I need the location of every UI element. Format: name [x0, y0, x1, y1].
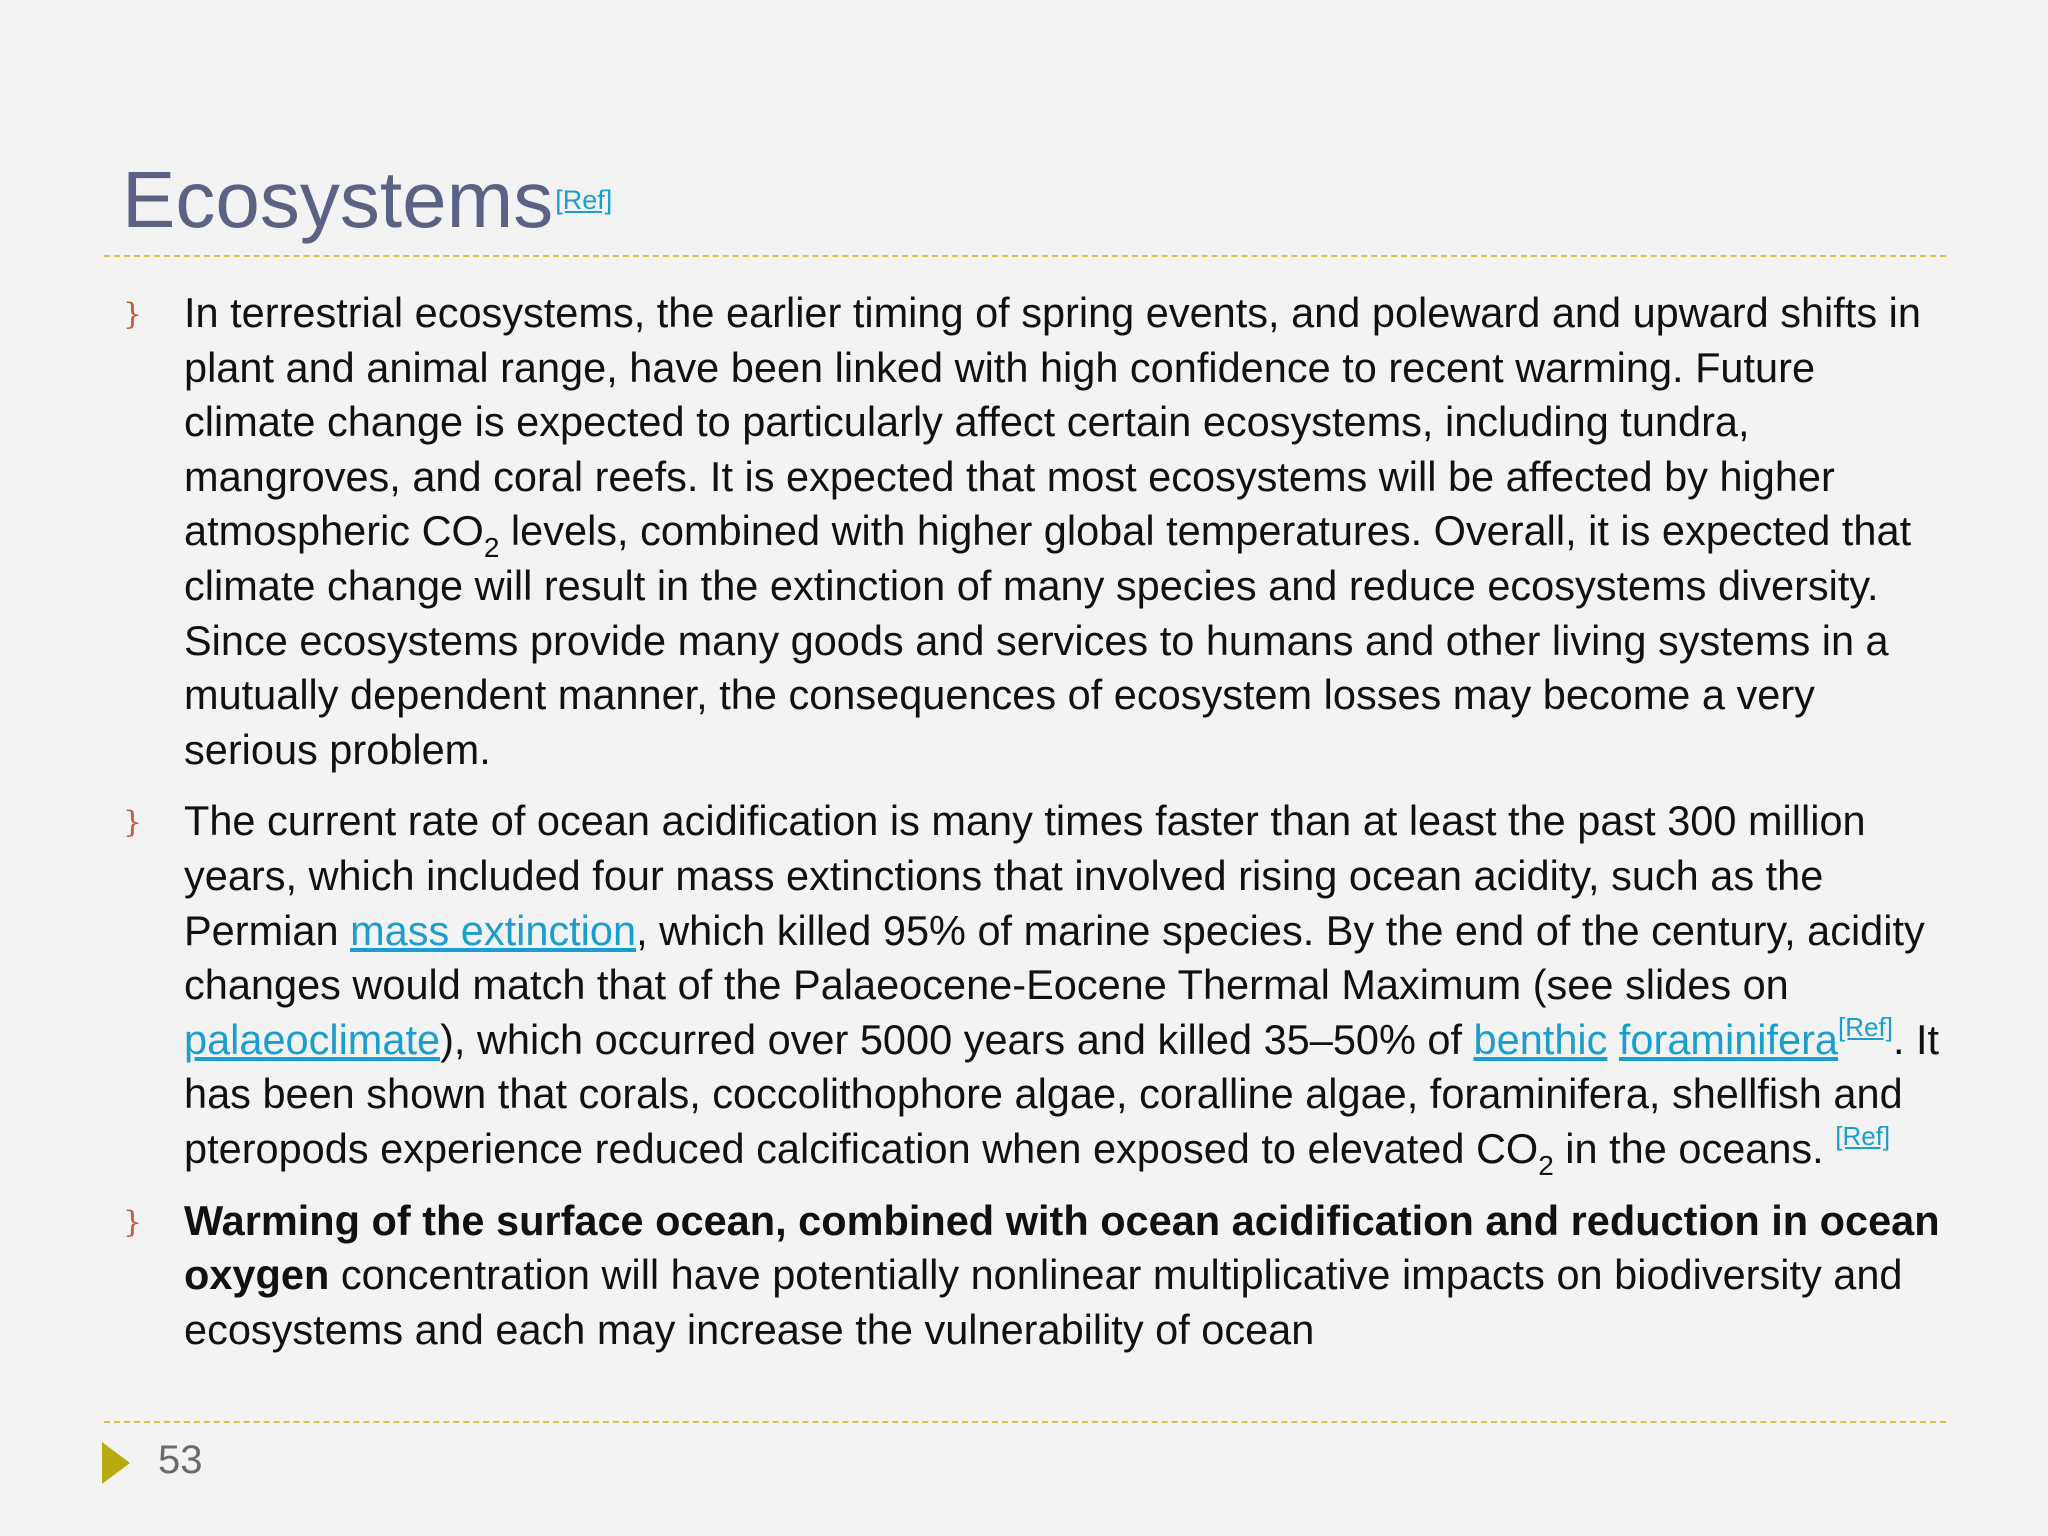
foraminifera-link[interactable]: foraminifera — [1618, 1015, 1839, 1063]
bullet-bold-text: Warming of the surface ocean, combined with ocean acidification and reduction in ocean oxygen — [184, 1196, 1940, 1299]
bullet-text: concentration will have potentially nonlinear multiplicative impacts on biodiversity and ecosystems and each may increase the vulnerability of ocean — [184, 1251, 1903, 1353]
bullet-text: ), which occurred over 5000 years and killed 35–50% of — [440, 1015, 1474, 1063]
mass-extinction-link[interactable]: mass extinction — [350, 906, 637, 954]
play-arrow-icon — [102, 1442, 130, 1484]
bullet-text: The current rate of ocean acidification is many times faster than at least the past 300 million years, which included four mass extinctions that involved rising ocean acidity, such as the Permian — [184, 797, 1866, 954]
bullet-item-ocean-warming — [123, 1194, 1944, 1358]
bullet-text: , which killed 95% of marine species. By the end of the century, acidity changes would match that of the Palaeocene-Eocene Thermal Maximum (see slides on — [184, 906, 1925, 1009]
bullet-icon: } — [123, 297, 143, 332]
slide-content — [123, 286, 1944, 1374]
bottom-divider — [104, 1421, 1946, 1423]
slide-number: 53 — [158, 1438, 203, 1482]
bullet-text: In terrestrial ecosystems, the earlier timing of spring events, and poleward and upward shifts in plant and animal range, have been linked with high confidence to recent warming. Future climate change is expected to particularly affect certain ecosystems, including tundra, mangroves, and coral reefs. It is expected that most ecosystems will be affected by higher atmospheric CO — [184, 289, 1921, 555]
bullet-text — [1607, 1016, 1619, 1063]
benthic-link[interactable]: benthic — [1473, 1015, 1608, 1063]
palaeoclimate-link[interactable]: palaeoclimate — [184, 1015, 441, 1063]
bullet-icon: } — [123, 805, 143, 841]
foraminifera-ref-link[interactable]: [Ref] — [1838, 1011, 1893, 1042]
calcification-ref-link[interactable]: [Ref] — [1835, 1120, 1891, 1151]
slide-title — [122, 150, 613, 268]
bullet-text: . It has been shown that corals, coccolithophore algae, coralline algae, foraminifera, shellfish and pteropods experience reduced calcification when exposed to elevated CO — [184, 1015, 1940, 1172]
subscript: 2 — [1538, 1149, 1554, 1181]
bullet-icon: } — [123, 1204, 143, 1240]
bullet-item-acidification — [123, 794, 1944, 1181]
title-text: Ecosystems — [122, 155, 554, 244]
subscript: 2 — [483, 532, 500, 564]
bullet-text: levels, combined with higher global temperatures. Overall, it is expected that climate change will result in the extinction of many species and reduce ecosystems diversity. Since ecosystems provide many goods and services to humans and other living systems in a mutually dependent manner, the consequences of ecosystem losses may become a very serious problem. — [184, 507, 1912, 773]
bullet-text: in the oceans. — [1553, 1124, 1836, 1172]
top-divider — [104, 255, 1946, 257]
bullet-item-terrestrial — [123, 286, 1944, 777]
title-ref-link[interactable]: [Ref] — [555, 185, 613, 215]
